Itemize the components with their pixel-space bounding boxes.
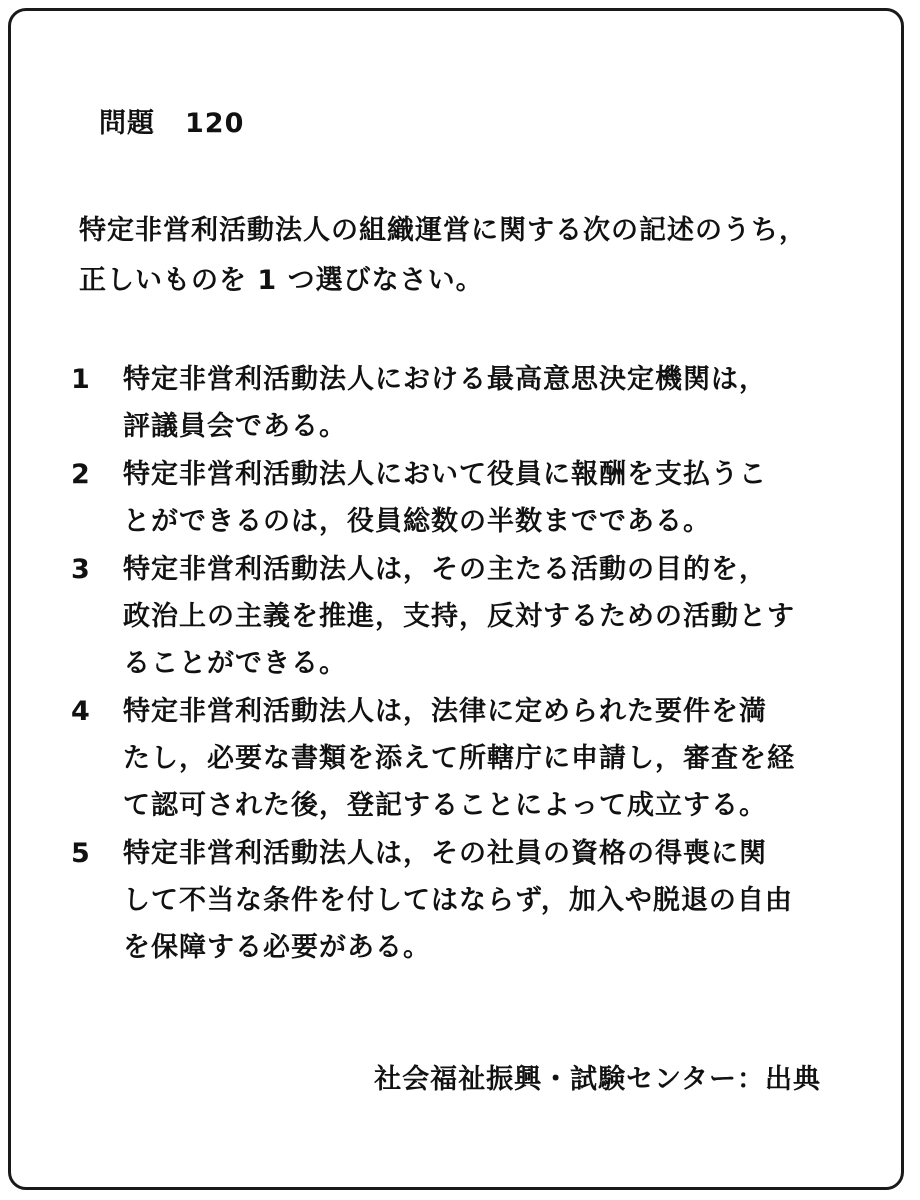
question-line: 正しいものを 1 つ選びなさい。	[79, 265, 484, 296]
option-number: 5	[71, 838, 91, 869]
option-line: 評議員会である。	[123, 411, 347, 442]
option-line: ることができる。	[123, 648, 347, 679]
option-number: 2	[71, 459, 91, 490]
option-3	[71, 546, 891, 687]
question-title-label: 問題	[99, 108, 155, 139]
question-number: 120	[185, 108, 245, 139]
question-title	[99, 101, 244, 140]
option-line: たし，必要な書類を添えて所轄庁に申請し，審査を経	[123, 743, 795, 774]
answer-options	[71, 356, 891, 972]
option-number: 3	[71, 554, 91, 585]
option-number: 1	[71, 364, 91, 395]
option-line: 特定非営利活動法人は，法律に定められた要件を満	[123, 696, 767, 727]
option-line: 特定非営利活動法人における最高意思決定機関は，	[123, 364, 767, 395]
option-line: て認可された後，登記することによって成立する。	[123, 790, 767, 821]
option-line: 特定非営利活動法人は，その主たる活動の目的を，	[123, 554, 767, 585]
option-line: を保障する必要がある。	[123, 932, 431, 963]
option-line: して不当な条件を付してはならず，加入や脱退の自由	[123, 885, 793, 916]
option-line: とができるのは，役員総数の半数までである。	[123, 506, 711, 537]
option-5	[71, 830, 891, 971]
option-line: 特定非営利活動法人は，その社員の資格の得喪に関	[123, 838, 767, 869]
option-2	[71, 451, 891, 545]
question-line: 特定非営利活動法人の組織運営に関する次の記述のうち，	[79, 215, 807, 246]
question-card	[8, 8, 904, 1190]
source-credit: 社会福祉振興・試験センター：出典	[374, 1064, 821, 1095]
question-text	[79, 206, 879, 306]
option-line: 政治上の主義を推進，支持，反対するための活動とす	[123, 601, 795, 632]
option-number: 4	[71, 696, 91, 727]
option-line: 特定非営利活動法人において役員に報酬を支払うこ	[123, 459, 767, 490]
option-1	[71, 356, 891, 450]
option-4	[71, 688, 891, 829]
